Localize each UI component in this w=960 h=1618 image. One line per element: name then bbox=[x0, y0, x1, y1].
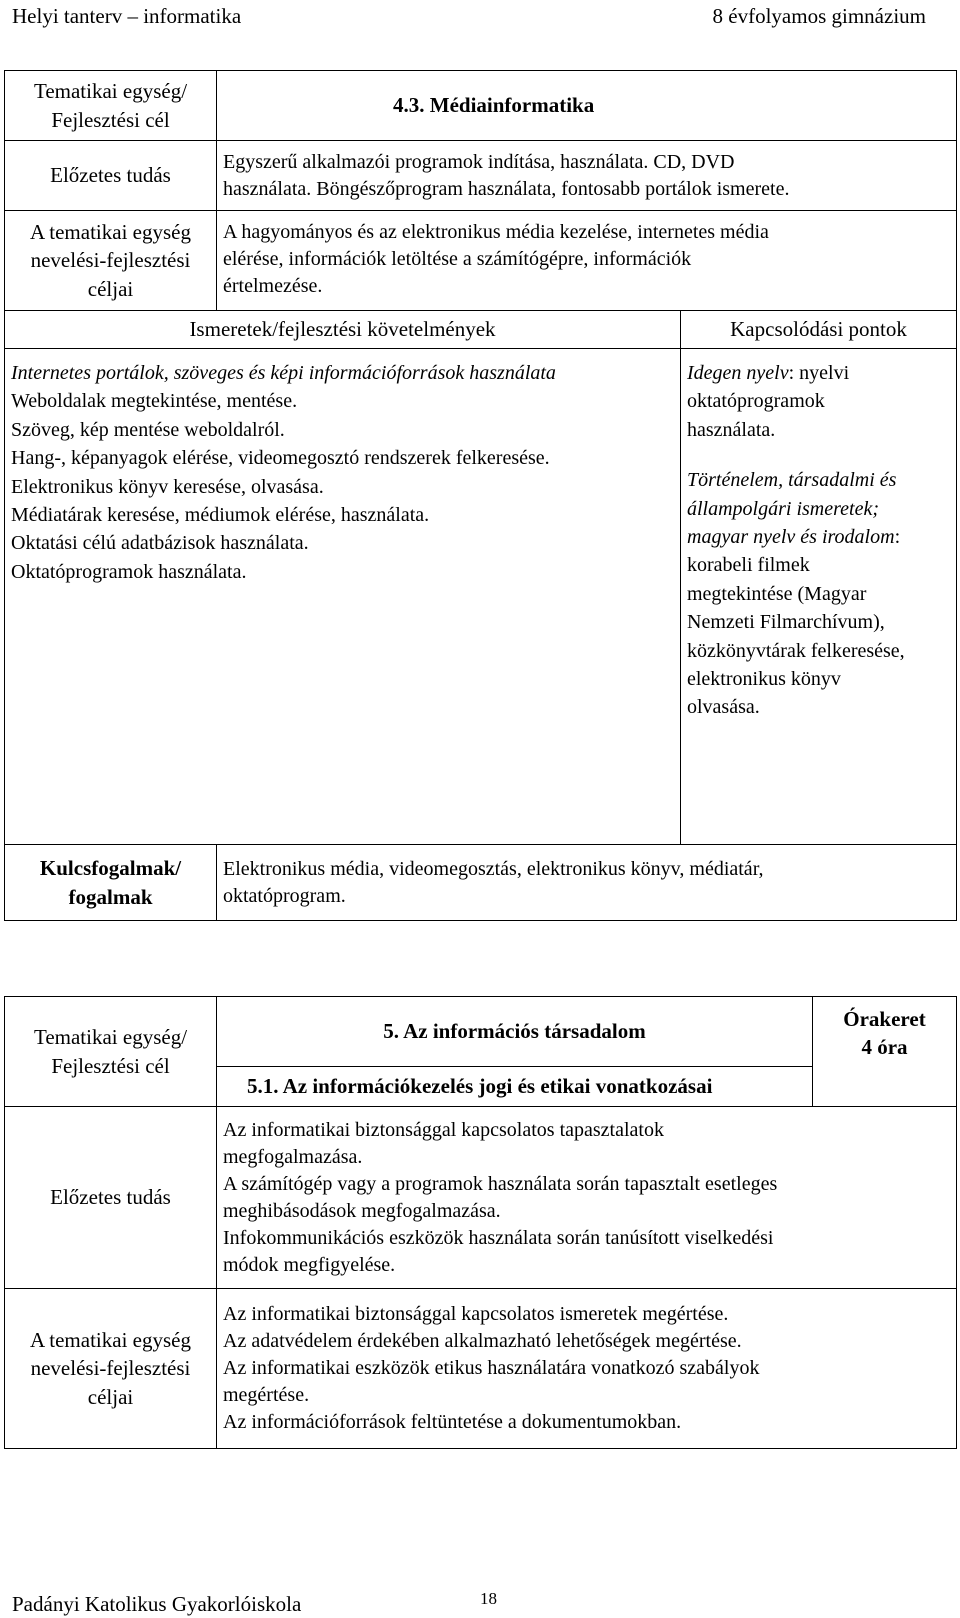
goals-text: A hagyományos és az elektronikus média kezelése, internetes média elérése, információk letöltése a számítógépre, információk értelmezése. bbox=[217, 211, 957, 311]
goals-label-2: A tematikai egység nevelési-fejlesztési céljai bbox=[5, 1289, 217, 1449]
hours-value: 4 óra bbox=[861, 1035, 908, 1060]
curriculum-table-info-society bbox=[4, 996, 957, 1449]
requirements-heading: Internetes portálok, szöveges és képi információforrások használata bbox=[11, 362, 556, 384]
subtopic-title: 5.1. Az információkezelés jogi és etikai vonatkozásai bbox=[217, 1067, 813, 1107]
list-item: Hang-, képanyagok elérése, videomegosztó rendszerek felkeresése. bbox=[11, 447, 550, 470]
prior-knowledge-text-2: Az informatikai biztonsággal kapcsolatos tapasztalatok megfogalmazása. A számítógép vagy a programok használata során tapasztalt esetleges meghibásodások megfogalmazása. Infokommunikációs eszközök használata során tanúsított viselkedési módok megfigyelése. bbox=[217, 1107, 957, 1289]
header-left: Helyi tanterv – informatika bbox=[12, 4, 242, 28]
header-right: 8 évfolyamos gimnázium bbox=[712, 4, 926, 28]
prior-knowledge-label-2: Előzetes tudás bbox=[5, 1107, 217, 1289]
curriculum-table-media bbox=[4, 70, 957, 921]
prior-knowledge-text: Egyszerű alkalmazói programok indítása, használata. CD, DVD használata. Böngészőprogram használata, fontosabb portálok ismerete. bbox=[217, 141, 957, 211]
requirements-header: Ismeretek/fejlesztési követelmények bbox=[5, 311, 681, 349]
list-item: Médiatárak keresése, médiumok elérése, használata. bbox=[11, 503, 430, 526]
prior-knowledge-label: Előzetes tudás bbox=[5, 141, 217, 211]
key-concepts-text: Elektronikus média, videomegosztás, elektronikus könyv, médiatár, oktatóprogram. bbox=[217, 845, 957, 921]
hours-label: Órakeret bbox=[843, 1007, 926, 1031]
topic-title: 4.3. Médiainformatika bbox=[217, 71, 957, 141]
list-item: Szöveg, kép mentése weboldalról. bbox=[11, 418, 285, 441]
key-concepts-label: Kulcsfogalmak/ fogalmak bbox=[5, 845, 217, 921]
requirements-list bbox=[5, 349, 681, 845]
footer-school: Padányi Katolikus Gyakorlóiskola bbox=[12, 1592, 302, 1616]
link-foreign-language: Idegen nyelv: nyelvi oktatóprogramok használata. bbox=[687, 362, 850, 441]
topic-title-2: 5. Az információs társadalom bbox=[217, 997, 813, 1067]
links-text bbox=[681, 349, 957, 845]
link-history: Történelem, társadalmi és állampolgári ismeretek; magyar nyelv és irodalom: korabeli filmek megtekintése (Magyar Nemzeti Filmarchívum), közkönyvtárak felkeresése, elektronikus könyv olvasása. bbox=[687, 469, 905, 719]
list-item: Oktatási célú adatbázisok használata. bbox=[11, 532, 309, 555]
topic-label-2: Tematikai egység/ Fejlesztési cél bbox=[5, 997, 217, 1107]
goals-label: A tematikai egység nevelési-fejlesztési céljai bbox=[5, 211, 217, 311]
list-item: Weboldalak megtekintése, mentése. bbox=[11, 390, 298, 413]
hours-box bbox=[813, 997, 957, 1107]
goals-text-2: Az informatikai biztonsággal kapcsolatos ismeretek megértése. Az adatvédelem érdekében alkalmazható lehetőségek megértése. Az informatikai eszközök etikus használatára vonatkozó szabályok megértése. Az információforrások feltüntetése a dokumentumokban. bbox=[217, 1289, 957, 1449]
links-header: Kapcsolódási pontok bbox=[681, 311, 957, 349]
list-item: Oktatóprogramok használata. bbox=[11, 560, 247, 583]
topic-label: Tematikai egység/ Fejlesztési cél bbox=[5, 71, 217, 141]
list-item: Elektronikus könyv keresése, olvasása. bbox=[11, 475, 324, 498]
page-number: 18 bbox=[480, 1589, 497, 1608]
